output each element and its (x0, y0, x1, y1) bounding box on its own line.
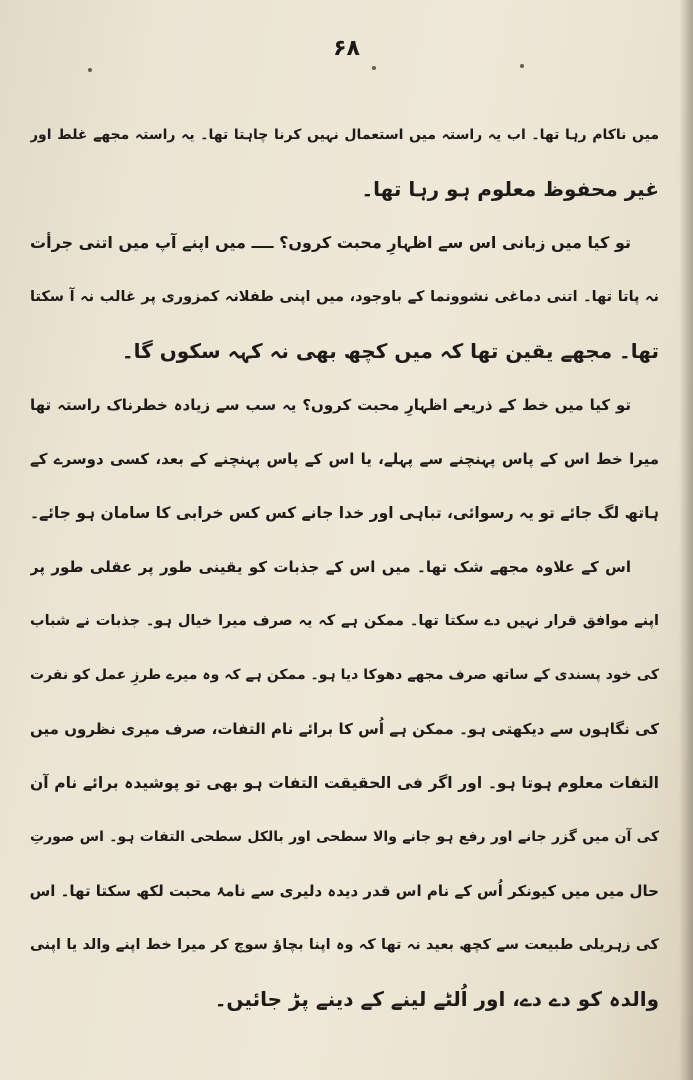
text-line: اپنے موافق قرار نہیں دے سکتا تھا۔ ممکن ہے کہ یہ صرف میرا خیال ہو۔ جذبات نے شباب (30, 613, 659, 629)
text-line: کی زہریلی طبیعت سے کچھ بعید نہ تھا کہ وہ اپنا بچاؤ سوچ کر میرا خط اپنے والد یا اپنی (30, 937, 659, 953)
text-line: تو کیا میں زبانی اس سے اظہارِ محبت کروں؟ ــــ میں اپنے آپ میں اتنی جرأت (30, 233, 631, 252)
text-line: غیر محفوظ معلوم ہو رہا تھا۔ (361, 177, 659, 201)
text-line: کی نگاہوں سے دیکھتی ہو۔ ممکن ہے اُس کا برائے نام التفات، صرف میری نظروں میں (30, 720, 659, 738)
text-line: والدہ کو دے دے، اور اُلٹے لینے کے دینے پڑ جائیں۔ (214, 987, 659, 1011)
ink-speck (520, 64, 524, 68)
text-line: میرا خط اس کے پاس پہنچنے سے پہلے، یا اس کے پاس پہنچنے کے بعد، کسی دوسرے کے (30, 450, 659, 468)
text-line: التفات معلوم ہوتا ہو۔ اور اگر فی الحقیقت التفات ہو بھی تو پوشیدہ برائے نام آن (30, 774, 659, 792)
text-line: اس کے علاوہ مجھے شک تھا۔ میں اس کے جذبات کو یقینی طور پر عقلی طور پر (30, 558, 631, 576)
ink-speck (372, 66, 376, 70)
text-line: کی آن میں گزر جانے اور رفع ہو جانے والا سطحی اور بالکل سطحی التفات ہو۔ اس صورتِ (30, 829, 659, 845)
ink-speck (88, 68, 92, 72)
text-line: میں ناکام رہا تھا۔ اب یہ راستہ میں استعمال نہیں کرنا چاہتا تھا۔ یہ راستہ مجھے غلط اور (30, 127, 659, 143)
body-text (30, 108, 659, 1026)
text-line: تو کیا میں خط کے ذریعے اظہارِ محبت کروں؟ یہ سب سے زیادہ خطرناک راستہ تھا (30, 396, 631, 414)
text-line: تھا۔ مجھے یقین تھا کہ میں کچھ بھی نہ کہہ سکوں گا۔ (121, 339, 659, 363)
text-line: حال میں میں کیونکر اُس کے نام اس قدر دیدہ دلیری سے نامۂ محبت لکھ سکتا تھا۔ اس (30, 882, 659, 900)
text-line: کی خود پسندی کے ساتھ صرف مجھے دھوکا دیا ہو۔ ممکن ہے کہ وہ میرے طرزِ عمل کو نفرت (30, 667, 659, 683)
text-line: ہاتھ لگ جائے تو یہ رسوائی، تباہی اور خدا جانے کس کس خرابی کا سامان ہو جائے۔ (30, 504, 659, 522)
text-line: نہ پاتا تھا۔ اتنی دماغی نشوونما کے باوجود، میں اپنی طفلانہ کمزوری پر غالب نہ آ سکتا (30, 289, 659, 305)
page-number: ۶۸ (333, 36, 360, 61)
